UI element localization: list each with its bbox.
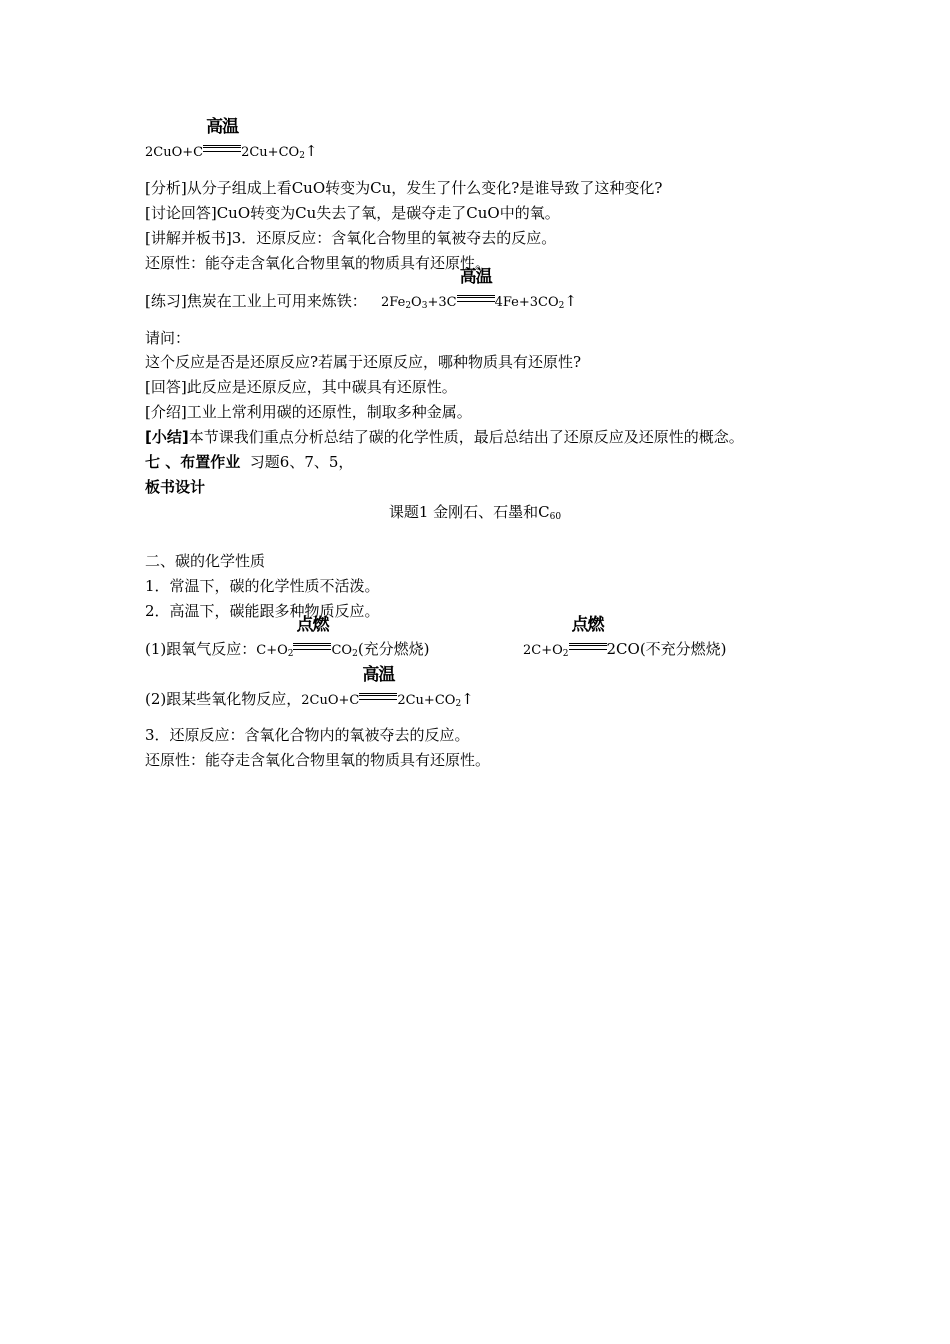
reaction-sign [293,615,331,654]
point-2: 2．高温下，碳能跟多种物质反应。 [145,602,380,620]
board-design-heading: 板书设计 [145,478,206,496]
reducibility-definition: 还原性：能夺走含氧化合物里氧的物质具有还原性。 [145,254,491,272]
oxygen-reaction-incomplete: $2C+O_2$ 点燃 2CO(不充分燃烧) [523,615,727,659]
oxygen-reaction-line: (1)跟氧气反应：$C+O_2$ 点燃 $CO_2$(充分燃烧) [145,615,430,659]
homework-line: 七 、布置作业 习题6、7、5， [145,453,354,471]
homework-label: 七 、布置作业 [145,453,241,471]
ask-line: 请问： [145,329,191,347]
oxide-reaction-line: (2)跟某些氧化物反应，2CuO+C 高温 $2Cu+CO_2↑$ [145,665,474,709]
condition-label: 点燃 [296,615,329,635]
condition-label: 高温 [362,665,395,685]
equation-copper-oxide-carbon: 2CuO+C 高温 $2Cu+CO_2↑$ [145,117,318,161]
discussion-line: [讨论回答]CuO转变为Cu失去了氧，是碳夺走了CuO中的氧。 [145,204,560,222]
condition-label: 高温 [459,267,492,287]
answer-line: [回答]此反应是还原反应，其中碳具有还原性。 [145,378,457,396]
reducibility-summary: 还原性：能夺走含氧化合物里氧的物质具有还原性。 [145,751,491,769]
point-1: 1．常温下，碳的化学性质不活泼。 [145,577,380,595]
reaction-sign [359,665,397,704]
reaction-sign [203,117,241,156]
question-line: 这个反应是否是还原反应?若属于还原反应，哪种物质具有还原性? [145,353,582,371]
gas-arrow-icon: ↑ [461,690,474,708]
gas-arrow-icon: ↑ [564,292,577,310]
reaction-sign [457,267,495,306]
point-3: 3．还原反应：含氧化合物内的氧被夺去的反应。 [145,726,470,744]
explanation-line: [讲解并板书]3．还原反应：含氧化合物里的氧被夺去的反应。 [145,229,557,247]
condition-label: 点燃 [571,615,604,635]
gas-arrow-icon: ↑ [304,142,318,160]
condition-label: 高温 [206,117,239,137]
analysis-line: [分析]从分子组成上看CuO转变为Cu，发生了什么变化?是谁导致了这种变化? [145,179,663,197]
section-heading: 二、碳的化学性质 [145,552,266,570]
summary-line: [小结]本节课我们重点分析总结了碳的化学性质，最后总结出了还原反应及还原性的概念。 [145,428,744,446]
summary-label: [小结] [145,428,189,446]
practice-line: [练习]焦炭在工业上可用来炼铁： $2Fe_2O_3+3C$ 高温 $4Fe+3CO_2↑$ [145,267,577,311]
lesson-title: 课题1 金刚石、石墨和$C_{60}$ [388,503,562,522]
intro-line: [介绍]工业上常利用碳的还原性，制取多种金属。 [145,403,472,421]
reaction-sign [569,615,607,654]
